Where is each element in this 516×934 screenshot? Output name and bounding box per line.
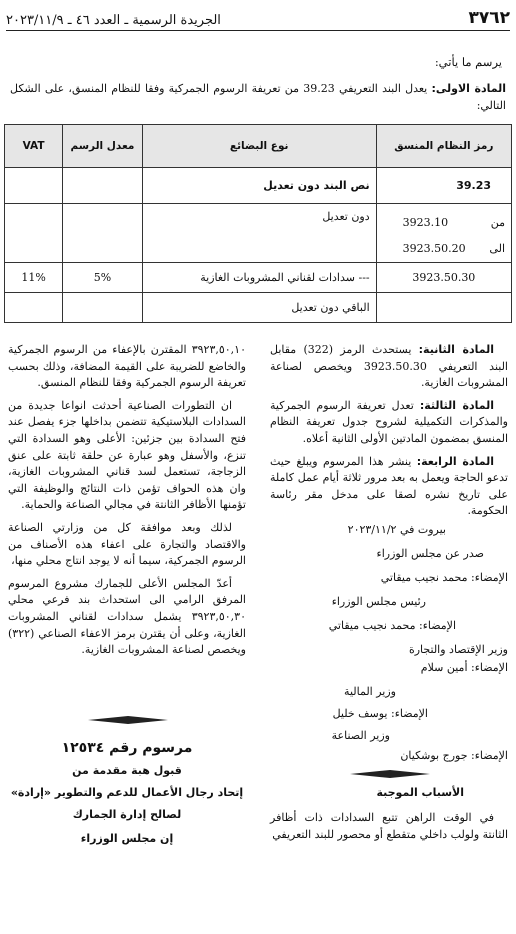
cell-code	[376, 263, 511, 293]
header-rate: معدل الرسم	[63, 125, 143, 168]
table-row	[5, 263, 512, 293]
cell-desc: الباقي دون تعديل	[142, 293, 376, 323]
date-line: بيروت في ٢٠٢٣/١١/٢	[347, 523, 446, 536]
decree-title-1: قبول هبة مقدمة من	[72, 764, 182, 777]
right-column	[270, 342, 508, 526]
article-1	[10, 80, 506, 114]
table-row	[5, 168, 512, 204]
decree-number: مرسوم رقم ١٢٥٣٤	[61, 740, 193, 756]
cell-code-value: 3923.50.30	[412, 271, 476, 284]
article-3-text: تعدل تعريفة الرسوم الجمركية والمذكرات التكميلية لشروح جدول تعريفة النظام المنسق بمضمون المادتين الأولى الثانية أعلاه.	[270, 398, 508, 445]
article-1-text: يعدل البند التعريفي 39.23 من تعريفة الرسوم الجمركية وفقا للنظام المنسق، على الشكل التالي:	[10, 82, 506, 112]
cell-code: 39.23	[376, 168, 511, 204]
left-paragraph-4: أعدّ المجلس الأعلى للجمارك مشروع المرسوم المرفق الرامي الى استحداث بند فرعي محلي ٣٩٢٣,٥٠,٣٠ يشمل سدادات لقناني المشروبات الغازية، وعلى أن يقترن برمز الاعفاء الصناعي (٣٢٢) ويخصص لصناعة المشروبات الغازية.	[8, 576, 246, 657]
reasons-title: الأسباب الموجبة	[376, 786, 464, 799]
decree-intro: يرسم ما يأتي:	[434, 55, 502, 69]
issue-info: الجريدة الرسمية ـ العدد ٤٦ ـ ٢٠٢٣/١١/٩	[6, 13, 221, 28]
cell-rate	[63, 204, 143, 263]
cell-vat	[5, 263, 63, 293]
issued-by: صدر عن مجلس الوزراء	[376, 547, 484, 560]
cell-desc: --- سدادات لقناني المشروبات الغازية	[142, 263, 376, 293]
cell-desc: دون تعديل	[142, 204, 376, 263]
decree-title-2: إتحاد رجال الأعمال للدعم والتطوير «إرادة»	[10, 786, 244, 799]
table-row	[5, 293, 512, 323]
header-code: رمز النظام المنسق	[376, 125, 511, 168]
header-desc: نوع البضائع	[142, 125, 376, 168]
cell-rate-value: 5%	[93, 271, 112, 284]
article-2-label: المادة الثانية:	[418, 343, 494, 356]
range-from-label: من	[490, 216, 505, 229]
left-paragraph-2: ان التطورات الصناعية أحدثت انواعا جديدة من السدادات البلاستيكية تتضمن بداخلها جزء يفصل عند فتح السدادة بين جزئين: الأعلى وهو السدادة التي تنزع، والأسفل وهو عبارة عن حلقة ثابتة على عنق الزجاجة، تستعمل لسد قناني المشروبات الغازية، وان هذه الحواف تؤمن ذات النتائج والوظيفة التي تؤمنها الأظافر الثانتة في مجالي الصناعة والحماية.	[8, 398, 246, 512]
cell-rate	[63, 293, 143, 323]
cell-vat	[5, 168, 63, 204]
page-number: ٣٧٦٢	[468, 8, 510, 28]
header-vat: VAT	[5, 125, 63, 168]
decree-council: إن مجلس الوزراء	[80, 832, 174, 845]
cell-vat-value: 11%	[21, 271, 46, 284]
divider-ornament-left	[88, 715, 168, 725]
cell-vat	[5, 204, 63, 263]
cell-rate	[63, 263, 143, 293]
left-paragraph-1: ٣٩٢٣,٥٠,١٠ المقترن بالإعفاء من الرسوم الجمركية والخاضع للضريبة على القيمة المضافة، وذلك بحسب تعريفة الرسوم الجمركية وفقا للنظام المنسق.	[8, 343, 246, 390]
tariff-table	[4, 124, 512, 323]
decree-title-3: لصالح إدارة الجمارك	[72, 808, 182, 821]
divider-ornament	[350, 769, 430, 779]
cell-code-range	[376, 204, 511, 263]
range-from-code: 3923.10	[402, 216, 449, 229]
cell-desc: نص البند دون تعديل	[142, 168, 376, 204]
article-4-text: ينشر هذا المرسوم ويبلغ حيث تدعو الحاجة ويعمل به بعد مرور ثلاثة أيام عمل كاملة على تاريخ نشره لصقا على مدخل مقر رئاسة الحكومة.	[270, 454, 508, 518]
signature-pm-1: الإمضاء: محمد نجيب ميقاتي	[380, 571, 508, 584]
article-4	[270, 454, 508, 520]
signature-industry: الإمضاء: جورج بوشكيان	[400, 749, 508, 762]
article-2-text: يستحدث الرمز (322) مقابل البند التعريفي 3923.50.30 ويخصص لصناعة المشروبات الغازية.	[270, 343, 508, 390]
table-row	[5, 204, 512, 263]
pm-title: رئيس مجلس الوزراء	[331, 595, 426, 608]
article-4-label: المادة الرابعة:	[416, 454, 494, 468]
article-3	[270, 398, 508, 448]
signature-economy: الإمضاء: أمين سلام	[420, 661, 508, 674]
cell-vat	[5, 293, 63, 323]
article-3-label: المادة الثالثة:	[419, 398, 494, 412]
article-1-label: المادة الاولى:	[431, 82, 506, 95]
reasons-text: في الوقت الراهن تتبع السدادات ذات أظافر الثانتة ولولب داخلي متقطع أو محصور للبند التعريفي	[270, 811, 508, 841]
cell-rate	[63, 168, 143, 204]
range-to-label: الى	[489, 242, 505, 255]
economy-minister-title: وزير الإقتصاد والتجارة	[408, 643, 508, 656]
industry-minister-title: وزير الصناعة	[331, 729, 390, 742]
cell-code	[376, 293, 511, 323]
signature-pm-2: الإمضاء: محمد نجيب ميقاتي	[328, 619, 456, 632]
finance-minister-title: وزير المالية	[344, 685, 396, 698]
table-header-row	[5, 125, 512, 168]
left-column	[8, 342, 246, 665]
signature-finance: الإمضاء: يوسف خليل	[332, 707, 428, 720]
left-paragraph-3: لذلك وبعد موافقة كل من وزارتي الصناعة والاقتصاد والتجارة على اعفاء هذه الأصناف من الرسوم الجمركية، سيما أنه لا يوجد انتاج محلي منها،	[8, 520, 246, 568]
range-to-code: 3923.50.20	[402, 242, 466, 255]
article-2	[270, 342, 508, 392]
page-header	[6, 6, 510, 31]
